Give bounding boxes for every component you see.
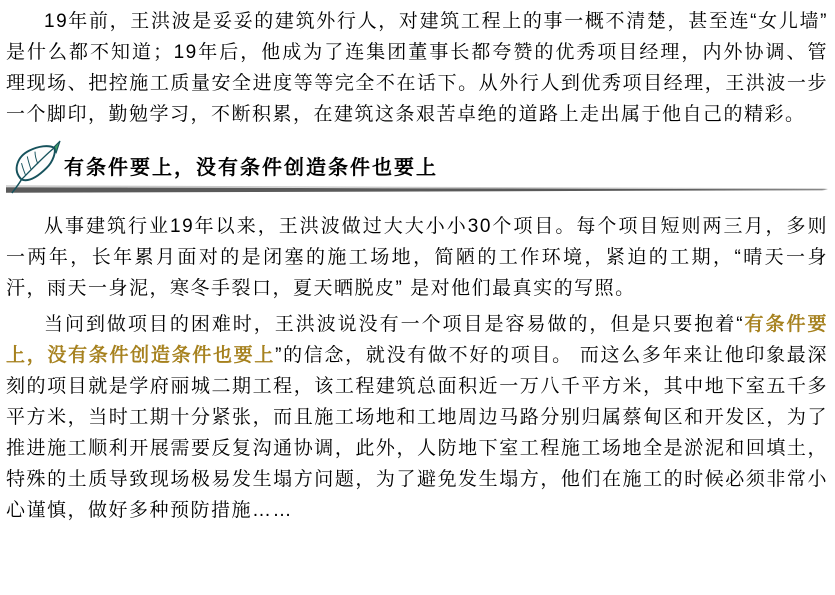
- quill-pen-icon: [9, 140, 61, 194]
- paragraph-difficulties-text-after: ”的信念，就没有做不好的项目。 而这么多年来让他印象最深刻的项目就是学府丽城二期工程，该工程建筑总面积近一万八千平方米，其中地下室五千多平方米，当时工期十分紧张，而且施工场地和工地周边马路分别归属蔡甸区和开发区，为了推进施工顺利开展需要反复沟通协调，此外，人防地下室工程施工场地全是淤泥和回填土，特殊的土质导致现场极易发生塌方问题，为了避免发生塌方，他们在施工的时候必须非常小心谨慎，做好多种预防措施……: [6, 345, 828, 521]
- paragraph-projects: 从事建筑行业19年以来，王洪波做过大大小小30个项目。每个项目短则两三月，多则一两年，长年累月面对的是闭塞的施工场地，简陋的工作环境，紧迫的工期，“晴天一身汗，雨天一身泥，寒冬手裂口，夏天晒脱皮” 是对他们最真实的写照。: [6, 216, 828, 299]
- paragraph-difficulties-text-before: 当问到做项目的困难时，王洪波说没有一个项目是容易做的，但是只要抱着“: [44, 314, 745, 335]
- section-heading: [6, 143, 828, 187]
- paragraph-intro: 19年前，王洪波是妥妥的建筑外行人，对建筑工程上的事一概不清楚，甚至连“女儿墙” 是什么都不知道；19年后，他成为了连集团董事长都夸赞的优秀项目经理，内外协调、管理现场、把控施工质量安全进度等等完全不在话下。从外行人到优秀项目经理，王洪波一步一个脚印，勤勉学习，不断积累，在建筑这条艰苦卓绝的道路上走出属于他自己的精彩。: [6, 11, 828, 125]
- section-heading-text: 有条件要上，没有条件创造条件也要上: [64, 156, 438, 179]
- paragraph-difficulties: [6, 309, 828, 526]
- section-divider: [6, 184, 828, 194]
- highlight-motto: 有条件要上，没有条件创造条件也要上: [6, 314, 828, 366]
